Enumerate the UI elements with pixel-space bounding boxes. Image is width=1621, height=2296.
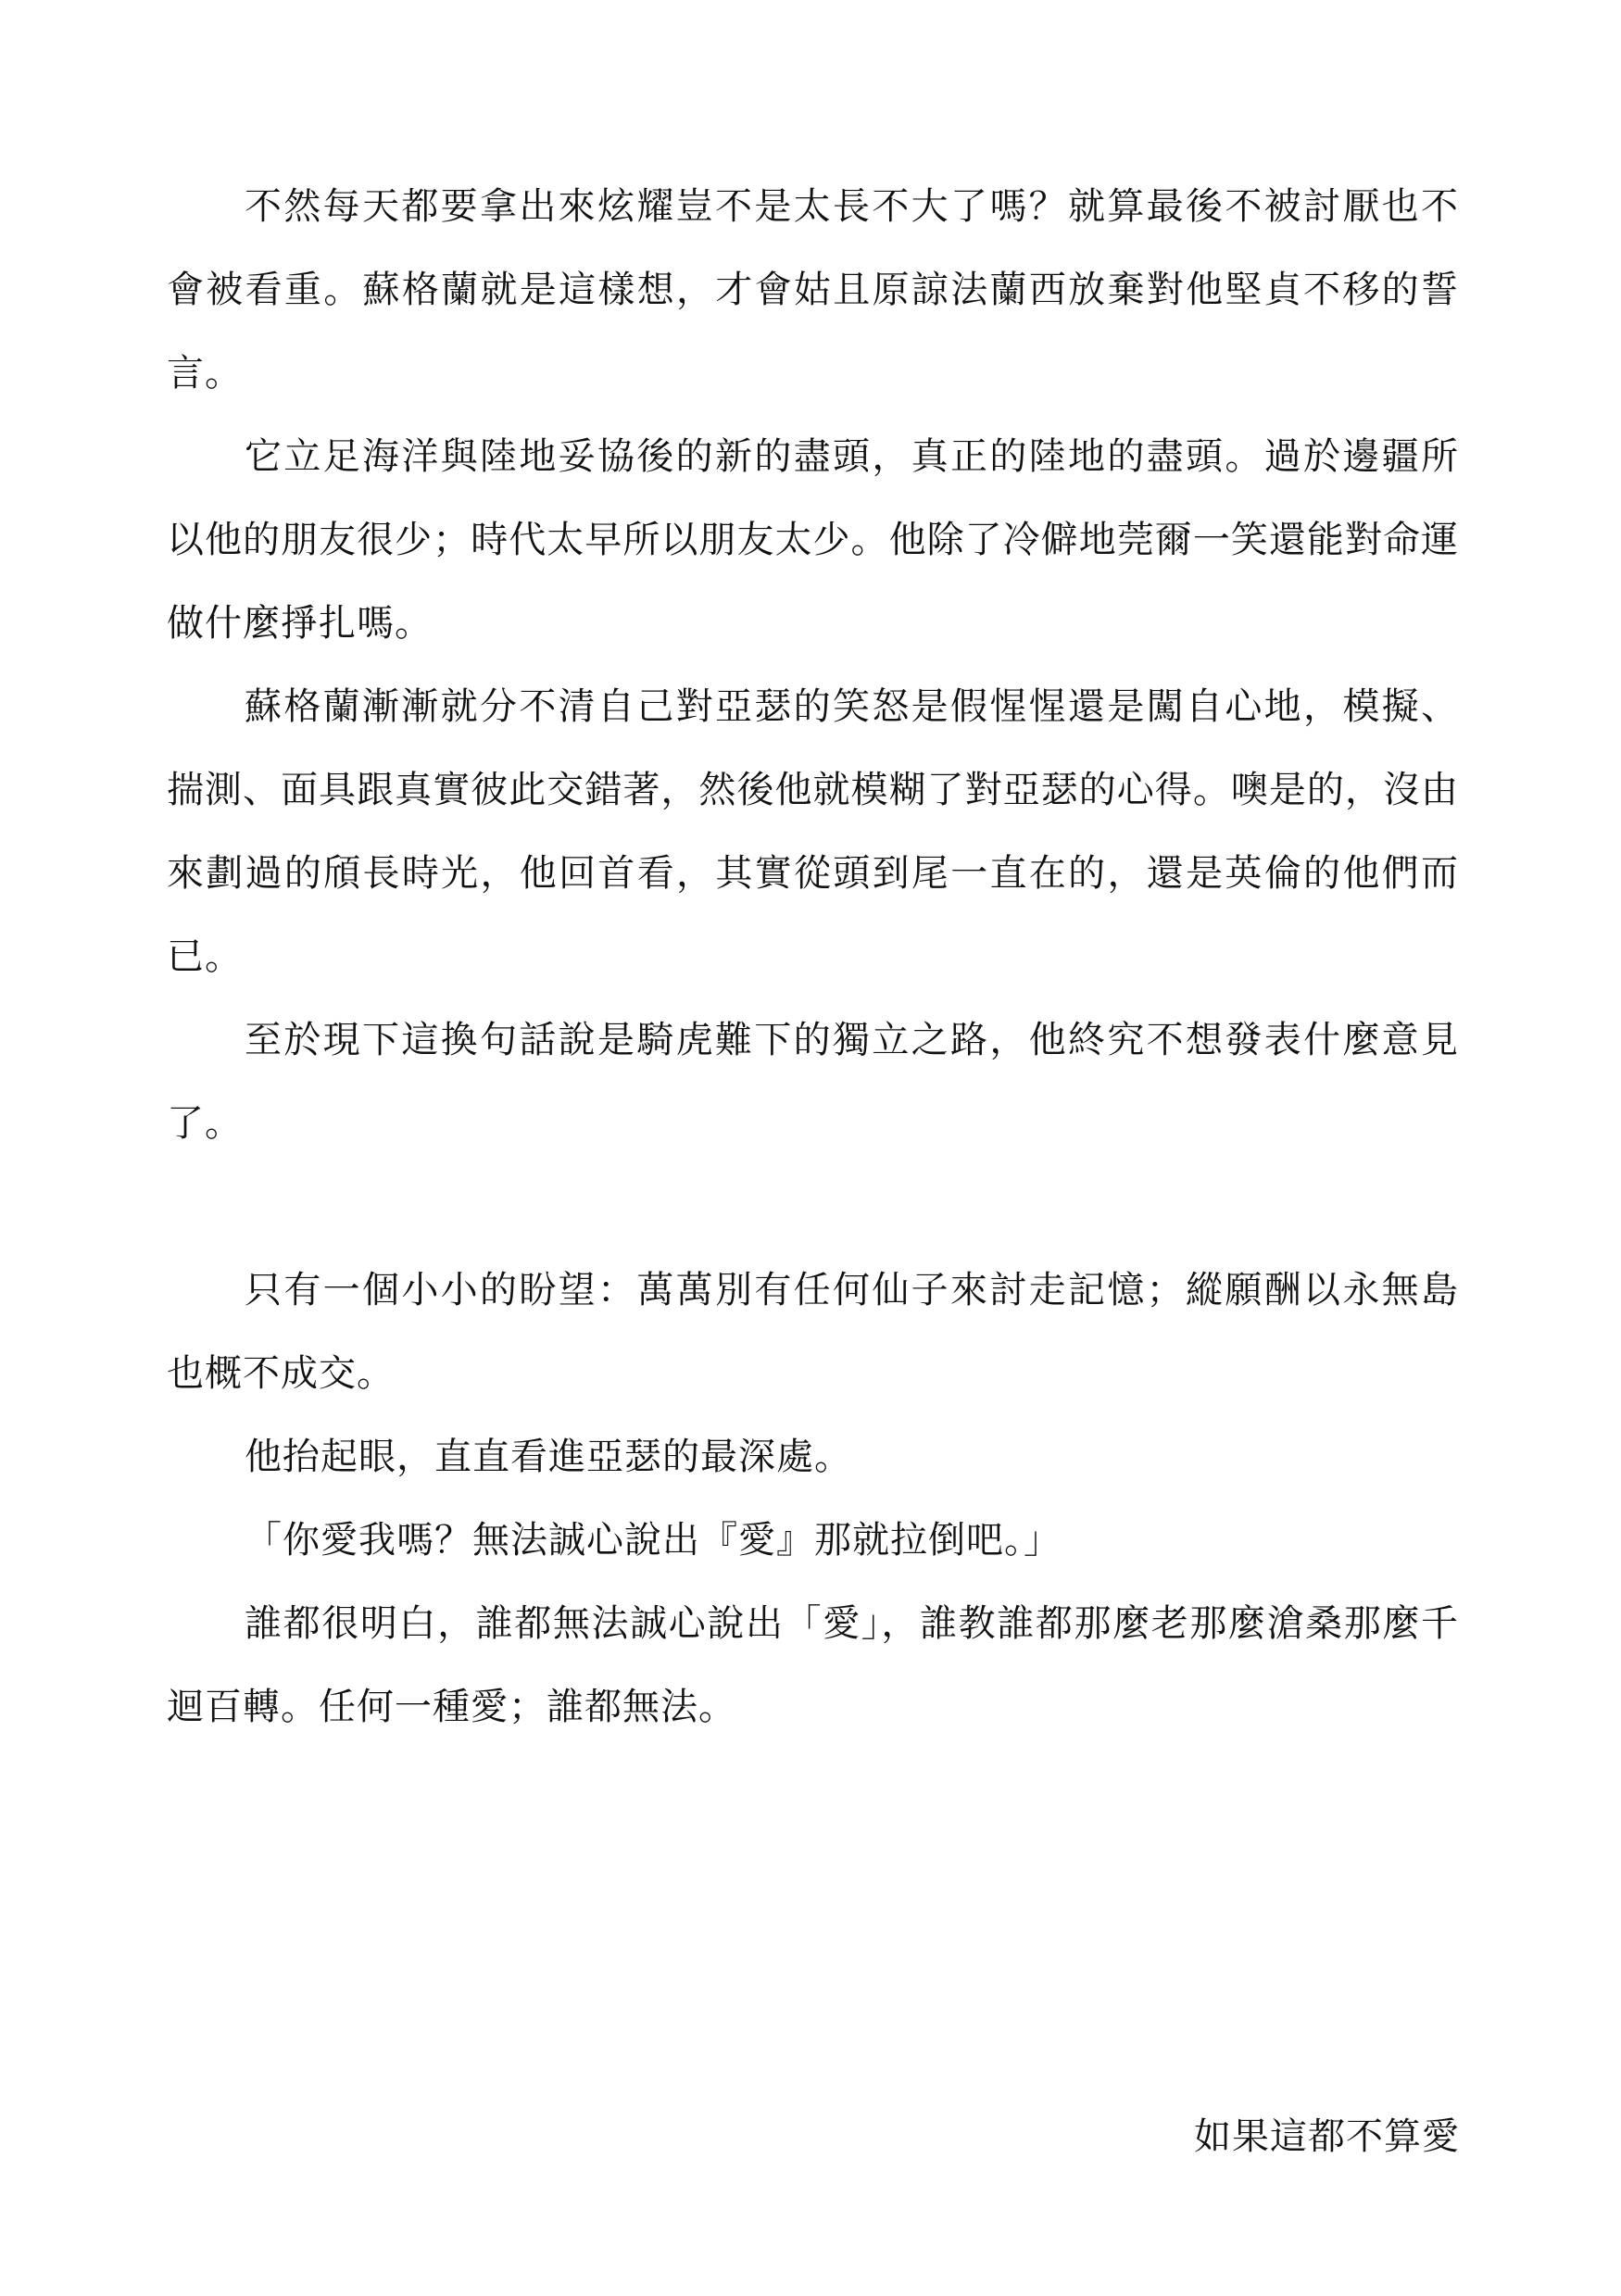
paragraph: 誰都很明白，誰都無法誠心說出「愛」，誰教誰都那麼老那麼滄桑那麼千迴百轉。任何一種愛；誰都無法。 xyxy=(167,1602,1459,1728)
paragraph: 至於現下這換句話說是騎虎難下的獨立之路，他終究不想發表什麼意見了。 xyxy=(167,1019,1459,1145)
footer-title: 如果這都不算愛 xyxy=(1194,2115,1460,2158)
document-body xyxy=(167,165,1459,1749)
paragraph: 他抬起眼，直直看進亞瑟的最深處。 xyxy=(245,1436,852,1478)
paragraph: 它立足海洋與陸地妥協後的新的盡頭，真正的陸地的盡頭。過於邊疆所以他的朋友很少；時代太早所以朋友太少。他除了冷僻地莞爾一笑還能對命運做什麼掙扎嗎。 xyxy=(167,435,1459,645)
paragraph: 不然每天都要拿出來炫耀豈不是太長不大了嗎？就算最後不被討厭也不會被看重。蘇格蘭就是這樣想，才會姑且原諒法蘭西放棄對他堅貞不移的誓言。 xyxy=(167,185,1459,395)
paragraph: 蘇格蘭漸漸就分不清自己對亞瑟的笑怒是假惺惺還是闖自心地，模擬、揣測、面具跟真實彼此交錯著，然後他就模糊了對亞瑟的心得。噢是的，沒由來劃過的頎長時光，他回首看，其實從頭到尾一直在的，還是英倫的他們而已。 xyxy=(167,685,1459,978)
paragraph: 只有一個小小的盼望：萬萬別有任何仙子來討走記憶；縱願酬以永無島也概不成交。 xyxy=(167,1269,1459,1395)
paragraph: 「你愛我嗎？無法誠心說出『愛』那就拉倒吧。」 xyxy=(245,1519,1062,1562)
section-break xyxy=(167,1165,1459,1248)
